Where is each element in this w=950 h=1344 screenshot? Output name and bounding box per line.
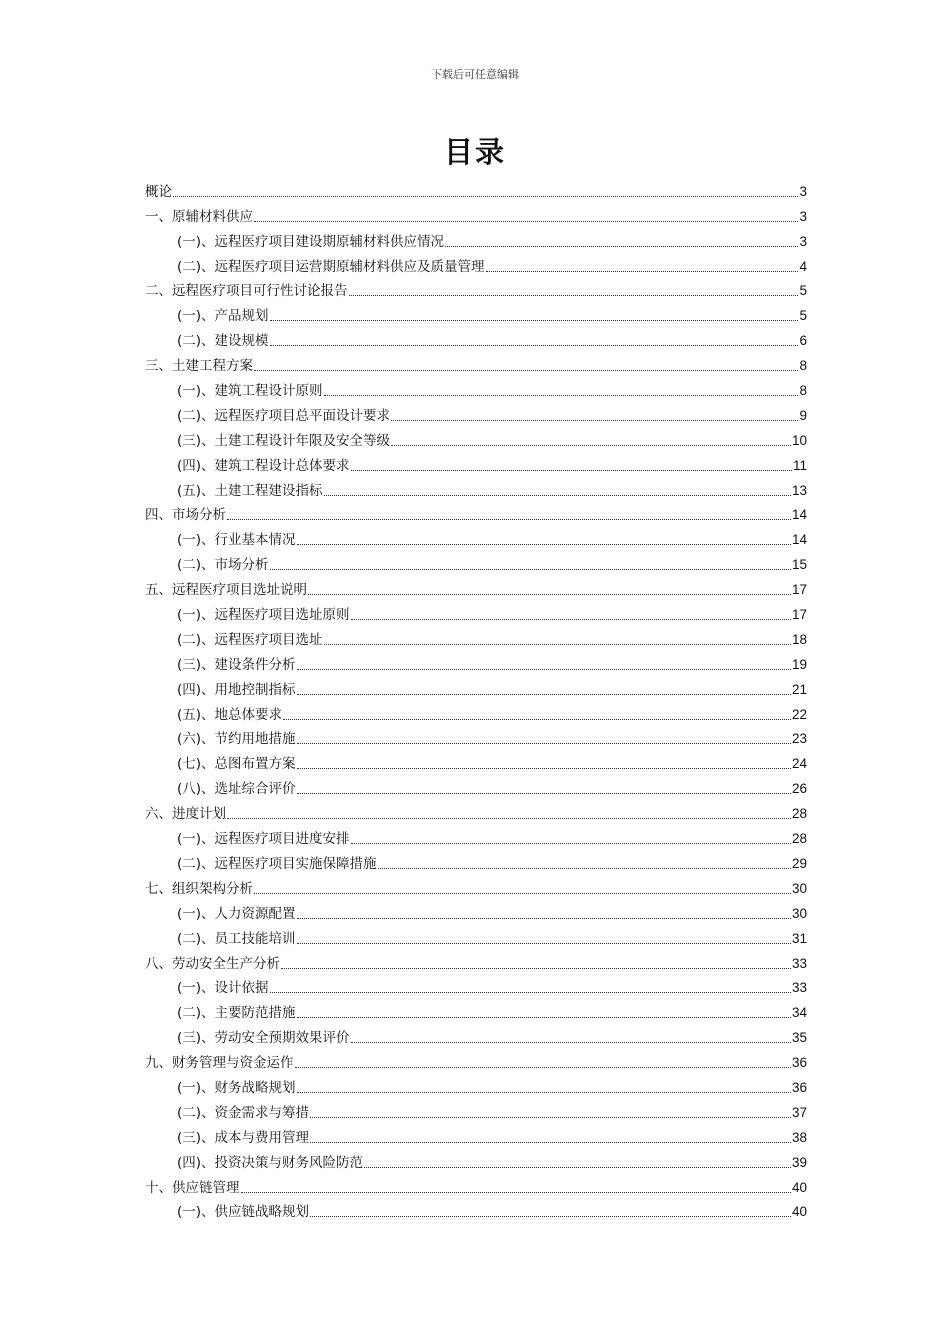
toc-page-number: 28 <box>791 831 807 847</box>
dot-leader <box>324 495 791 496</box>
toc-section-entry[interactable] <box>145 1097 807 1122</box>
toc-page-number: 17 <box>791 582 807 598</box>
dot-leader <box>295 1067 791 1068</box>
toc-page-number: 4 <box>799 258 807 274</box>
toc-page-number: 34 <box>791 1005 807 1021</box>
toc-entry-text: (一)、建筑工程设计原则 <box>177 383 323 400</box>
toc-page-number: 40 <box>791 1179 807 1195</box>
toc-section-entry[interactable] <box>145 300 807 325</box>
dot-leader <box>351 470 792 471</box>
toc-page-number: 3 <box>799 233 807 249</box>
toc-entry-text: (一)、远程医疗项目选址原则 <box>177 607 350 624</box>
toc-entry-text: (五)、地总体要求 <box>177 706 283 723</box>
toc-page-number: 39 <box>791 1154 807 1170</box>
toc-entry-text: (五)、土建工程建设指标 <box>177 482 323 499</box>
toc-entry-text: (二)、建设规模 <box>177 333 269 350</box>
toc-page-number: 29 <box>791 855 807 871</box>
dot-leader <box>351 619 791 620</box>
toc-entry-text: (一)、人力资源配置 <box>177 905 296 922</box>
toc-section-entry[interactable] <box>145 251 807 276</box>
dot-leader <box>297 918 791 919</box>
dot-leader <box>270 569 791 570</box>
toc-page-number: 33 <box>791 980 807 996</box>
toc-entry-text: (二)、远程医疗项目运营期原辅材料供应及质量管理 <box>177 258 485 275</box>
dot-leader <box>297 1017 791 1018</box>
toc-entry-text: (一)、远程医疗项目进度安排 <box>177 831 350 848</box>
toc-page-number: 35 <box>791 1030 807 1046</box>
toc-entry-text: 概论 <box>145 183 172 200</box>
toc-section-entry[interactable] <box>145 325 807 350</box>
toc-page-number: 15 <box>791 557 807 573</box>
toc-entry-text: 九、财务管理与资金运作 <box>145 1055 294 1072</box>
toc-entry-text: (一)、产品规划 <box>177 308 269 325</box>
dot-leader <box>297 694 791 695</box>
toc-page-number: 17 <box>791 607 807 623</box>
toc-chapter-entry[interactable] <box>145 948 807 973</box>
toc-entry-text: (二)、员工技能培训 <box>177 930 296 947</box>
dot-leader <box>297 544 791 545</box>
toc-section-entry[interactable] <box>145 848 807 873</box>
table-of-contents <box>145 176 807 1221</box>
toc-section-entry[interactable] <box>145 425 807 450</box>
dot-leader <box>227 818 791 819</box>
toc-page-number: 26 <box>791 781 807 797</box>
toc-page-number: 18 <box>791 631 807 647</box>
toc-section-entry[interactable] <box>145 1022 807 1047</box>
header-note: 下载后可任意编辑 <box>431 68 519 81</box>
toc-entry-text: (一)、财务战略规划 <box>177 1079 296 1096</box>
dot-leader <box>270 992 791 993</box>
toc-chapter-entry[interactable] <box>145 1047 807 1072</box>
toc-page-number: 24 <box>791 756 807 772</box>
dot-leader <box>241 1192 791 1193</box>
dot-leader <box>297 768 791 769</box>
dot-leader <box>283 719 791 720</box>
toc-section-entry[interactable] <box>145 973 807 998</box>
toc-entry-text: 八、劳动安全生产分析 <box>145 955 280 972</box>
toc-page-number: 28 <box>791 806 807 822</box>
dot-leader <box>297 793 791 794</box>
dot-leader <box>254 370 798 371</box>
dot-leader <box>308 594 791 595</box>
toc-entry-text: (一)、设计依据 <box>177 980 269 997</box>
toc-section-entry[interactable] <box>145 1197 807 1222</box>
toc-page-number: 40 <box>791 1204 807 1220</box>
toc-page-number: 37 <box>791 1104 807 1120</box>
toc-page-number: 36 <box>791 1055 807 1071</box>
dot-leader <box>324 395 799 396</box>
toc-entry-text: (三)、劳动安全预期效果评价 <box>177 1030 350 1047</box>
toc-entry-text: (三)、成本与费用管理 <box>177 1129 310 1146</box>
dot-leader <box>391 445 791 446</box>
dot-leader <box>310 1117 791 1118</box>
toc-entry-text: 三、土建工程方案 <box>145 358 253 375</box>
toc-chapter-entry[interactable] <box>145 574 807 599</box>
toc-page-number: 14 <box>791 507 807 523</box>
toc-page-number: 38 <box>791 1129 807 1145</box>
toc-page-number: 5 <box>799 283 807 299</box>
dot-leader <box>254 221 798 222</box>
dot-leader <box>445 246 798 247</box>
toc-chapter-entry[interactable] <box>145 350 807 375</box>
toc-entry-text: (八)、选址综合评价 <box>177 781 296 798</box>
dot-leader <box>281 968 791 969</box>
toc-section-entry[interactable] <box>145 475 807 500</box>
toc-chapter-entry[interactable] <box>145 1172 807 1197</box>
toc-section-entry[interactable] <box>145 898 807 923</box>
toc-entry-text: 七、组织架构分析 <box>145 880 253 897</box>
toc-entry-text: (六)、节约用地措施 <box>177 731 296 748</box>
toc-section-entry[interactable] <box>145 524 807 549</box>
toc-section-entry[interactable] <box>145 748 807 773</box>
toc-section-entry[interactable] <box>145 699 807 724</box>
toc-entry-text: 五、远程医疗项目选址说明 <box>145 582 307 599</box>
toc-chapter-entry[interactable] <box>145 276 807 301</box>
toc-section-entry[interactable] <box>145 549 807 574</box>
toc-section-entry[interactable] <box>145 724 807 749</box>
toc-section-entry[interactable] <box>145 1147 807 1172</box>
toc-page-number: 6 <box>799 333 807 349</box>
toc-page-number: 30 <box>791 905 807 921</box>
toc-section-entry[interactable] <box>145 773 807 798</box>
dot-leader <box>297 1092 791 1093</box>
toc-entry-text: (二)、远程医疗项目选址 <box>177 631 323 648</box>
toc-section-entry[interactable] <box>145 997 807 1022</box>
dot-leader <box>270 345 799 346</box>
dot-leader <box>297 743 791 744</box>
toc-section-entry[interactable] <box>145 400 807 425</box>
toc-entry-text: (三)、建设条件分析 <box>177 656 296 673</box>
toc-entry-text: (七)、总图布置方案 <box>177 756 296 773</box>
toc-chapter-entry[interactable] <box>145 201 807 226</box>
toc-entry-text: (二)、资金需求与筹措 <box>177 1104 310 1121</box>
toc-entry-text: (一)、远程医疗项目建设期原辅材料供应情况 <box>177 233 445 250</box>
toc-entry-text: 六、进度计划 <box>145 806 226 823</box>
toc-entry-text: 二、远程医疗项目可行性讨论报告 <box>145 283 348 300</box>
dot-leader <box>378 868 791 869</box>
toc-entry-text: 四、市场分析 <box>145 507 226 524</box>
toc-section-entry[interactable] <box>145 450 807 475</box>
toc-page-number: 14 <box>791 532 807 548</box>
toc-entry-text: (二)、主要防范措施 <box>177 1005 296 1022</box>
toc-page-number: 9 <box>799 407 807 423</box>
toc-chapter-entry[interactable] <box>145 873 807 898</box>
dot-leader <box>310 1142 791 1143</box>
toc-chapter-entry[interactable] <box>145 176 807 201</box>
toc-entry-text: 十、供应链管理 <box>145 1179 240 1196</box>
toc-entry-text: (三)、土建工程设计年限及安全等级 <box>177 432 391 449</box>
dot-leader <box>297 669 791 670</box>
toc-page-number: 31 <box>791 930 807 946</box>
toc-section-entry[interactable] <box>145 923 807 948</box>
dot-leader <box>227 519 791 520</box>
toc-page-number: 8 <box>799 383 807 399</box>
toc-entry-text: (一)、供应链战略规划 <box>177 1204 310 1221</box>
toc-chapter-entry[interactable] <box>145 798 807 823</box>
toc-section-entry[interactable] <box>145 1122 807 1147</box>
toc-page-number: 8 <box>799 358 807 374</box>
toc-page-number: 30 <box>791 880 807 896</box>
toc-section-entry[interactable] <box>145 1072 807 1097</box>
toc-page-number: 21 <box>791 681 807 697</box>
toc-section-entry[interactable] <box>145 375 807 400</box>
toc-section-entry[interactable] <box>145 823 807 848</box>
toc-entry-text: (二)、市场分析 <box>177 557 269 574</box>
dot-leader <box>391 420 798 421</box>
dot-leader <box>254 893 791 894</box>
toc-entry-text: (二)、远程医疗项目实施保障措施 <box>177 855 377 872</box>
toc-page-number: 19 <box>791 656 807 672</box>
dot-leader <box>486 271 799 272</box>
toc-page-number: 33 <box>791 955 807 971</box>
toc-section-entry[interactable] <box>145 674 807 699</box>
toc-chapter-entry[interactable] <box>145 500 807 525</box>
toc-page-number: 3 <box>799 208 807 224</box>
toc-section-entry[interactable] <box>145 226 807 251</box>
toc-entry-text: (一)、行业基本情况 <box>177 532 296 549</box>
dot-leader <box>324 644 791 645</box>
dot-leader <box>364 1167 791 1168</box>
toc-page-number: 11 <box>792 457 807 473</box>
dot-leader <box>351 843 791 844</box>
toc-page-number: 22 <box>791 706 807 722</box>
dot-leader <box>349 295 799 296</box>
toc-page-number: 13 <box>791 482 807 498</box>
toc-page-number: 36 <box>791 1079 807 1095</box>
toc-section-entry[interactable] <box>145 599 807 624</box>
toc-page-number: 23 <box>791 731 807 747</box>
toc-section-entry[interactable] <box>145 649 807 674</box>
dot-leader <box>270 320 799 321</box>
toc-section-entry[interactable] <box>145 624 807 649</box>
toc-page-number: 10 <box>791 432 807 448</box>
toc-title: 目录 <box>443 135 506 169</box>
toc-entry-text: 一、原辅材料供应 <box>145 208 253 225</box>
toc-page-number: 5 <box>799 308 807 324</box>
toc-page-number: 3 <box>799 183 807 199</box>
toc-entry-text: (四)、用地控制指标 <box>177 681 296 698</box>
toc-entry-text: (二)、远程医疗项目总平面设计要求 <box>177 407 391 424</box>
dot-leader <box>310 1216 791 1217</box>
dot-leader <box>297 943 791 944</box>
dot-leader <box>173 196 798 197</box>
toc-entry-text: (四)、投资决策与财务风险防范 <box>177 1154 364 1171</box>
dot-leader <box>351 1042 791 1043</box>
toc-entry-text: (四)、建筑工程设计总体要求 <box>177 457 350 474</box>
